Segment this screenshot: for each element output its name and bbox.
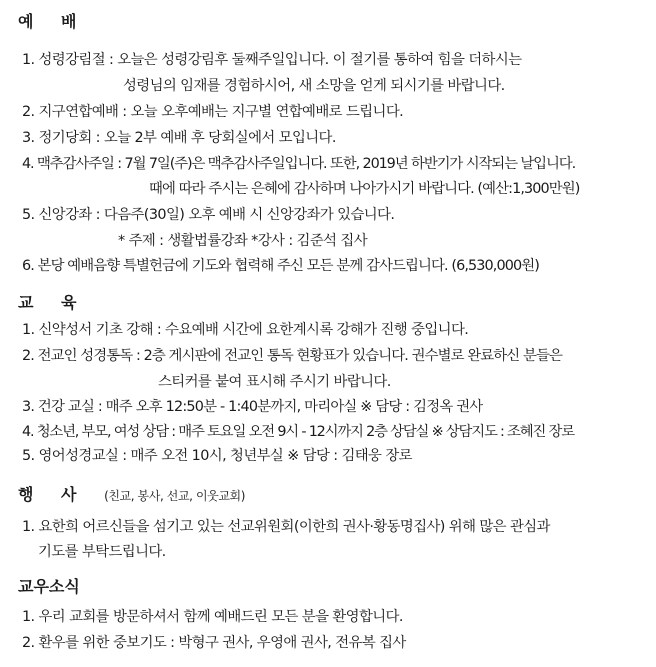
worship-item-1: 1. 성령강림절 : 오늘은 성령강림후 둘째주일입니다. 이 절기를 통하여 힘을 더하시는 (22, 52, 522, 68)
education-item-1: 1. 신약성서 기초 강해 : 수요예배 시간에 요한계시록 강해가 진행 중입니다. (22, 322, 469, 338)
worship-item-4-cont: 때에 따라 주시는 은혜에 감사하며 나아가시기 바랍니다. (예산:1,300만원) (149, 181, 580, 197)
section-title-events-label: 행 사 (18, 485, 77, 504)
worship-item-4: 4. 맥추감사주일 : 7월 7일(주)은 맥추감사주일입니다. 또한, 2019년 하반기가 시작되는 날입니다. (22, 156, 576, 172)
section-title-members: 교우소식 (18, 577, 80, 596)
education-item-3: 3. 건강 교실 : 매주 오후 12:50분 - 1:40분까지, 마리아실 ※ 담당 : 김정옥 권사 (22, 399, 483, 415)
section-title-events-subtitle: (친교, 봉사, 선교, 이웃교회) (104, 489, 246, 503)
education-item-5: 5. 영어성경교실 : 매주 오전 10시, 청년부실 ※ 담당 : 김태웅 장로 (22, 448, 412, 464)
members-item-1: 1. 우리 교회를 방문하셔서 함께 예배드린 모든 분을 환영합니다. (22, 609, 403, 625)
section-title-education: 교 육 (18, 293, 77, 312)
worship-item-1-cont: 성령님의 임재를 경험하시어, 새 소망을 얻게 되시기를 바랍니다. (123, 78, 505, 94)
worship-item-6: 6. 본당 예배음향 특별헌금에 기도와 협력해 주신 모든 분께 감사드립니다. (6,530,000원) (22, 258, 539, 274)
section-title-worship: 예 배 (18, 12, 77, 31)
education-item-2: 2. 전교인 성경통독 : 2층 게시판에 전교인 통독 현황표가 있습니다. 권수별로 완료하신 분들은 (22, 348, 562, 364)
section-title-events (18, 482, 245, 505)
worship-item-5: 5. 신앙강좌 : 다음주(30일) 오후 예배 시 신앙강좌가 있습니다. (22, 207, 395, 223)
events-item-1: 1. 요한희 어르신들을 섬기고 있는 선교위원회(이한희 권사·황동명집사) 위해 많은 관심과 (22, 519, 550, 535)
members-item-2: 2. 환우를 위한 중보기도 : 박형구 권사, 우영애 권사, 전유복 집사 (22, 635, 406, 651)
education-item-2-cont: 스티커를 붙여 표시해 주시기 바랍니다. (158, 374, 391, 390)
worship-item-2: 2. 지구연합예배 : 오늘 오후예배는 지구별 연합예배로 드립니다. (22, 104, 404, 120)
education-item-4: 4. 청소년, 부모, 여성 상담 : 매주 토요일 오전 9시 - 12시까지 2층 상담실 ※ 상담지도 : 조혜진 장로 (22, 424, 574, 440)
worship-item-5-detail: * 주제 : 생활법률강좌 *강사 : 김준석 집사 (118, 233, 368, 249)
worship-item-3: 3. 정기당회 : 오늘 2부 예배 후 당회실에서 모입니다. (22, 130, 336, 146)
events-item-1-cont: 기도를 부탁드립니다. (38, 544, 166, 560)
